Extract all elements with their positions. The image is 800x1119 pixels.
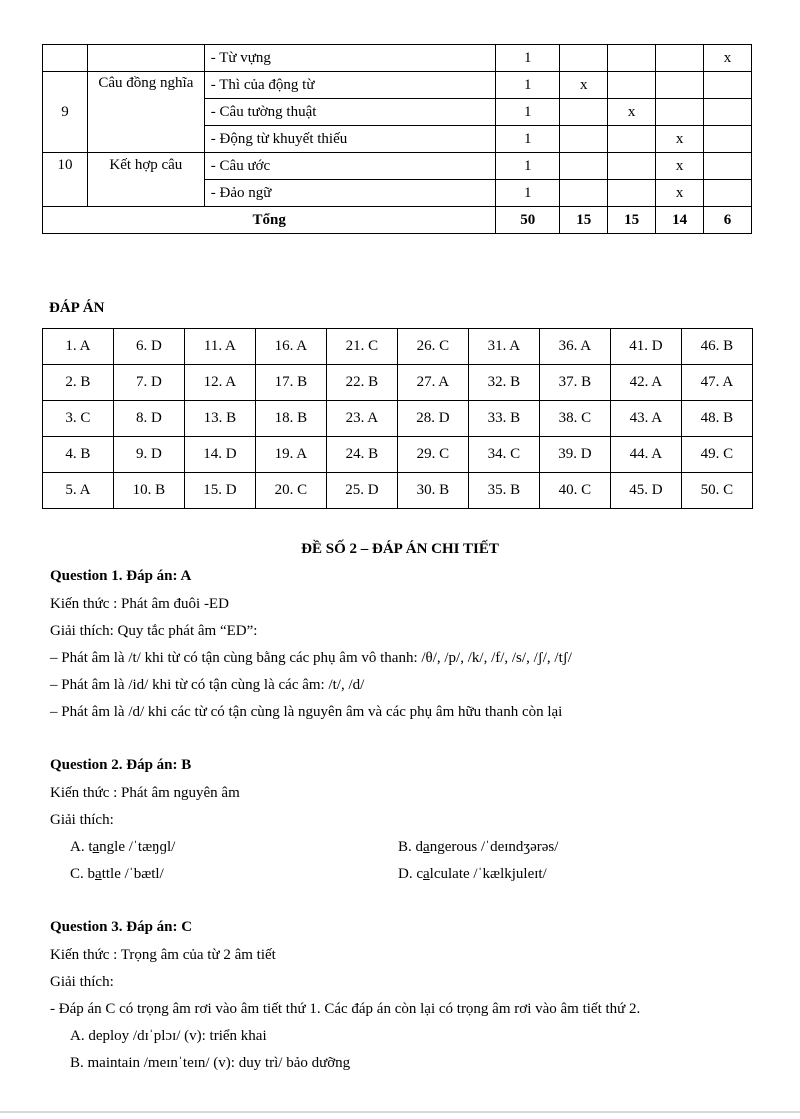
level-cell: [608, 180, 656, 207]
q3-note: - Đáp án C có trọng âm rơi vào âm tiết thứ 1. Các đáp án còn lại có trọng âm rơi vào âm tiết thứ 2.: [50, 1001, 641, 1017]
answer-cell: 42. A: [610, 365, 681, 401]
topic-cell: Câu đồng nghĩa: [87, 72, 204, 153]
total-row: [43, 207, 752, 234]
level-cell: [704, 126, 752, 153]
answer-cell: 15. D: [184, 473, 255, 509]
level-cell: x: [560, 72, 608, 99]
answer-cell: 12. A: [184, 365, 255, 401]
answer-cell: 1. A: [43, 329, 114, 365]
answer-cell: 50. C: [681, 473, 752, 509]
option-text: A. t: [70, 839, 93, 855]
total-level: 14: [656, 207, 704, 234]
underlined-letter: a: [92, 839, 100, 855]
underlined-letter: a: [423, 866, 430, 882]
level-cell: x: [656, 180, 704, 207]
level-cell: [608, 126, 656, 153]
q1-rule: – Phát âm là /d/ khi các từ có tận cùng là nguyên âm và các phụ âm hữu thanh còn lại: [50, 704, 563, 720]
answer-cell: 44. A: [610, 437, 681, 473]
answer-cell: 29. C: [397, 437, 468, 473]
answer-cell: 8. D: [113, 401, 184, 437]
level-cell: [656, 99, 704, 126]
content-cell: - Câu ước: [204, 153, 496, 180]
q3-explain: Giải thích:: [50, 974, 114, 990]
topic-cell: Kết hợp câu: [87, 153, 204, 207]
answer-cell: 31. A: [468, 329, 539, 365]
level-cell: [704, 99, 752, 126]
answer-cell: 26. C: [397, 329, 468, 365]
answer-cell: 47. A: [681, 365, 752, 401]
level-cell: x: [656, 126, 704, 153]
level-cell: [656, 72, 704, 99]
answer-cell: 13. B: [184, 401, 255, 437]
q1-knowledge: Kiến thức : Phát âm đuôi -ED: [50, 596, 229, 612]
answer-row: [43, 401, 753, 437]
answer-cell: 2. B: [43, 365, 114, 401]
option-text: D. c: [398, 866, 423, 882]
total-label: Tổng: [43, 207, 496, 234]
option-text: B. d: [398, 839, 424, 855]
count-cell: 1: [496, 45, 560, 72]
count-cell: 1: [496, 72, 560, 99]
q3-title: Question 3. Đáp án: C: [50, 919, 193, 935]
total-level: 6: [704, 207, 752, 234]
answer-cell: 41. D: [610, 329, 681, 365]
option-text: ngle /ˈtæŋɡl/: [99, 839, 176, 855]
count-cell: 1: [496, 99, 560, 126]
q3-item: A. deploy /dɪˈplɔɪ/ (v): triển khai: [70, 1028, 267, 1044]
q2-option-b: [398, 839, 558, 856]
level-cell: [560, 99, 608, 126]
answer-row: [43, 437, 753, 473]
level-cell: [704, 153, 752, 180]
total-count: 50: [496, 207, 560, 234]
level-cell: [608, 153, 656, 180]
answer-cell: 34. C: [468, 437, 539, 473]
answer-cell: 22. B: [326, 365, 397, 401]
row-number: [43, 45, 88, 72]
answer-cell: 36. A: [539, 329, 610, 365]
total-level: 15: [608, 207, 656, 234]
answer-cell: 3. C: [43, 401, 114, 437]
distribution-table: [42, 44, 752, 234]
q1-rule: – Phát âm là /id/ khi từ có tận cùng là các âm: /t/, /d/: [50, 677, 365, 693]
answers-heading: ĐÁP ÁN: [49, 300, 105, 316]
answer-cell: 23. A: [326, 401, 397, 437]
q2-explain: Giải thích:: [50, 812, 114, 828]
q1-title: Question 1. Đáp án: A: [50, 568, 192, 584]
count-cell: 1: [496, 153, 560, 180]
total-level: 15: [560, 207, 608, 234]
level-cell: [608, 45, 656, 72]
answer-cell: 16. A: [255, 329, 326, 365]
level-cell: x: [704, 45, 752, 72]
answer-cell: 37. B: [539, 365, 610, 401]
answer-cell: 46. B: [681, 329, 752, 365]
answer-cell: 40. C: [539, 473, 610, 509]
answer-cell: 24. B: [326, 437, 397, 473]
row-number: 9: [43, 72, 88, 153]
q2-knowledge: Kiến thức : Phát âm nguyên âm: [50, 785, 240, 801]
q3-item: B. maintain /meɪnˈteɪn/ (v): duy trì/ bảo dưỡng: [70, 1055, 351, 1071]
answer-cell: 20. C: [255, 473, 326, 509]
answer-cell: 9. D: [113, 437, 184, 473]
answer-key-table: [42, 328, 753, 509]
answer-cell: 30. B: [397, 473, 468, 509]
level-cell: x: [656, 153, 704, 180]
level-cell: x: [608, 99, 656, 126]
answer-cell: 27. A: [397, 365, 468, 401]
q1-explain: Giải thích: Quy tắc phát âm “ED”:: [50, 623, 258, 639]
answer-cell: 21. C: [326, 329, 397, 365]
answer-cell: 38. C: [539, 401, 610, 437]
level-cell: [608, 72, 656, 99]
q2-option-d: [398, 866, 547, 883]
level-cell: [560, 153, 608, 180]
answer-row: [43, 329, 753, 365]
content-cell: - Câu tường thuật: [204, 99, 496, 126]
answer-cell: 18. B: [255, 401, 326, 437]
q1-rule: – Phát âm là /t/ khi từ có tận cùng bằng các phụ âm vô thanh: /θ/, /p/, /k/, /f/, /s/, /ʃ/, /tʃ/: [50, 650, 572, 666]
q2-option-a: [70, 839, 175, 856]
answer-cell: 7. D: [113, 365, 184, 401]
content-cell: - Động từ khuyết thiếu: [204, 126, 496, 153]
row-number: 10: [43, 153, 88, 207]
q2-option-c: [70, 866, 164, 883]
answer-cell: 39. D: [539, 437, 610, 473]
level-cell: [560, 126, 608, 153]
option-text: ttle /ˈbætl/: [101, 866, 164, 882]
count-cell: 1: [496, 180, 560, 207]
answer-cell: 10. B: [113, 473, 184, 509]
answer-cell: 35. B: [468, 473, 539, 509]
table-row: [43, 45, 752, 72]
answer-cell: 33. B: [468, 401, 539, 437]
q2-title: Question 2. Đáp án: B: [50, 757, 192, 773]
answer-cell: 43. A: [610, 401, 681, 437]
answer-row: [43, 365, 753, 401]
content-cell: - Đảo ngữ: [204, 180, 496, 207]
table-row: [43, 72, 752, 99]
level-cell: [704, 72, 752, 99]
answer-cell: 17. B: [255, 365, 326, 401]
answer-cell: 14. D: [184, 437, 255, 473]
content-cell: - Từ vựng: [204, 45, 496, 72]
answer-cell: 4. B: [43, 437, 114, 473]
underlined-letter: a: [95, 866, 102, 882]
answer-cell: 45. D: [610, 473, 681, 509]
topic-cell: [87, 45, 204, 72]
option-text: ngerous /ˈdeɪndʒərəs/: [429, 839, 559, 855]
answer-cell: 32. B: [468, 365, 539, 401]
answer-cell: 5. A: [43, 473, 114, 509]
answer-row: [43, 473, 753, 509]
page-divider: [0, 1111, 800, 1113]
level-cell: [656, 45, 704, 72]
option-text: lculate /ˈkælkjuleɪt/: [429, 866, 547, 882]
option-text: C. b: [70, 866, 96, 882]
answer-cell: 19. A: [255, 437, 326, 473]
content-cell: - Thì của động từ: [204, 72, 496, 99]
answer-cell: 25. D: [326, 473, 397, 509]
answer-cell: 28. D: [397, 401, 468, 437]
level-cell: [704, 180, 752, 207]
level-cell: [560, 45, 608, 72]
level-cell: [560, 180, 608, 207]
underlined-letter: a: [423, 839, 430, 855]
answer-cell: 11. A: [184, 329, 255, 365]
answer-cell: 48. B: [681, 401, 752, 437]
table-row: [43, 153, 752, 180]
q3-knowledge: Kiến thức : Trọng âm của từ 2 âm tiết: [50, 947, 276, 963]
section-title: ĐỀ SỐ 2 – ĐÁP ÁN CHI TIẾT: [301, 541, 499, 557]
answer-cell: 49. C: [681, 437, 752, 473]
count-cell: 1: [496, 126, 560, 153]
answer-cell: 6. D: [113, 329, 184, 365]
